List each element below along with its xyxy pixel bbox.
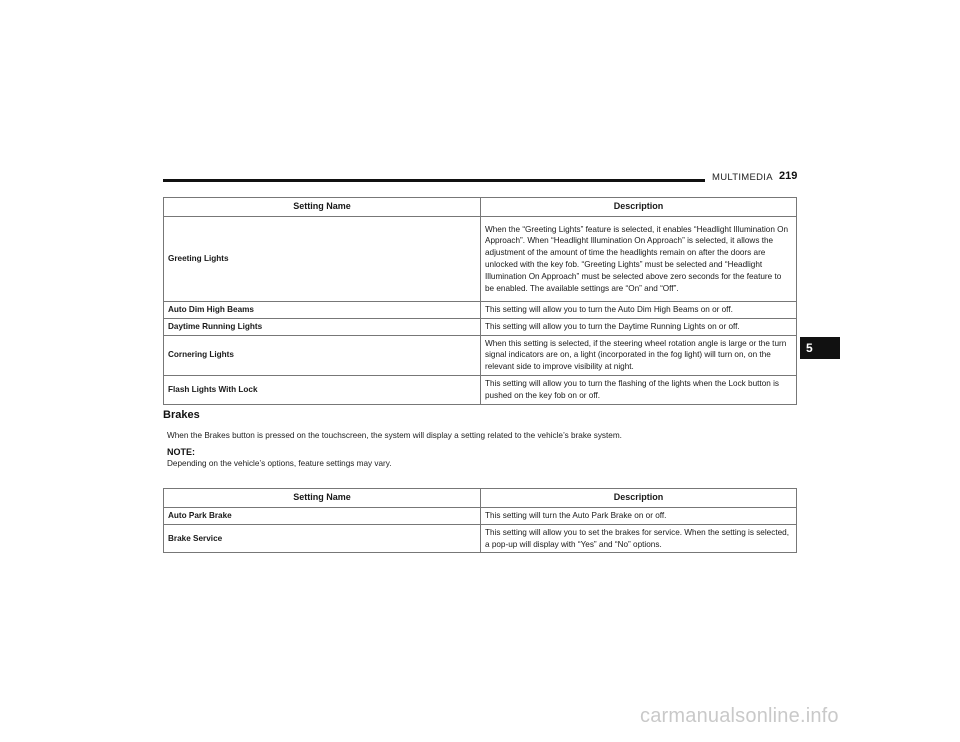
running-header-section: MULTIMEDIA — [712, 172, 773, 183]
setting-name: Daytime Running Lights — [164, 318, 481, 335]
table-row — [164, 217, 797, 302]
table-header-row — [164, 198, 797, 217]
setting-name: Auto Dim High Beams — [164, 302, 481, 319]
table-row — [164, 302, 797, 319]
section-title-brakes: Brakes — [163, 409, 200, 421]
column-header-description: Description — [481, 489, 797, 508]
lights-settings-table — [163, 197, 797, 405]
note-label: NOTE: — [167, 447, 195, 457]
setting-description: This setting will allow you to set the brakes for service. When the setting is selected, a pop-up will display with “Yes” and “No” options. — [481, 524, 797, 553]
setting-name: Cornering Lights — [164, 335, 481, 375]
page-number: 219 — [779, 170, 798, 182]
column-header-setting-name: Setting Name — [164, 198, 481, 217]
column-header-setting-name: Setting Name — [164, 489, 481, 508]
brakes-intro-text: When the Brakes button is pressed on the touchscreen, the system will display a setting related to the vehicle’s brake system. — [167, 431, 622, 440]
setting-name: Flash Lights With Lock — [164, 375, 481, 404]
watermark-text: carmanualsonline.info — [640, 705, 839, 727]
table-header-row — [164, 489, 797, 508]
note-text: Depending on the vehicle’s options, feature settings may vary. — [167, 459, 392, 468]
setting-description: When this setting is selected, if the steering wheel rotation angle is large or the turn signal indicators are on, a light (incorporated in the fog light) will turn on, on the relevant side to improve visibility at night. — [481, 335, 797, 375]
chapter-tab: 5 — [800, 337, 840, 359]
brakes-settings-table — [163, 488, 797, 553]
table-row — [164, 524, 797, 553]
setting-name: Greeting Lights — [164, 217, 481, 302]
setting-description: When the “Greeting Lights” feature is selected, it enables “Headlight Illumination On Approach”. When “Headlight Illumination On Approach” is selected, it allows the adjustment of the amount of time the headlights remain on after the doors are unlocked with the key fob. “Greeting Lights” must be selected and “Headlight Illumination On Approach” must be selected above zero seconds for the feature to be enabled. The available settings are “On” and “Off”. — [481, 217, 797, 302]
header-rule — [163, 179, 705, 182]
table-row — [164, 318, 797, 335]
setting-description: This setting will allow you to turn the flashing of the lights when the Lock button is pushed on the key fob on or off. — [481, 375, 797, 404]
setting-description: This setting will allow you to turn the Daytime Running Lights on or off. — [481, 318, 797, 335]
table-row — [164, 335, 797, 375]
table-row — [164, 375, 797, 404]
setting-name: Auto Park Brake — [164, 508, 481, 525]
setting-name: Brake Service — [164, 524, 481, 553]
setting-description: This setting will turn the Auto Park Brake on or off. — [481, 508, 797, 525]
column-header-description: Description — [481, 198, 797, 217]
setting-description: This setting will allow you to turn the Auto Dim High Beams on or off. — [481, 302, 797, 319]
table-row — [164, 508, 797, 525]
